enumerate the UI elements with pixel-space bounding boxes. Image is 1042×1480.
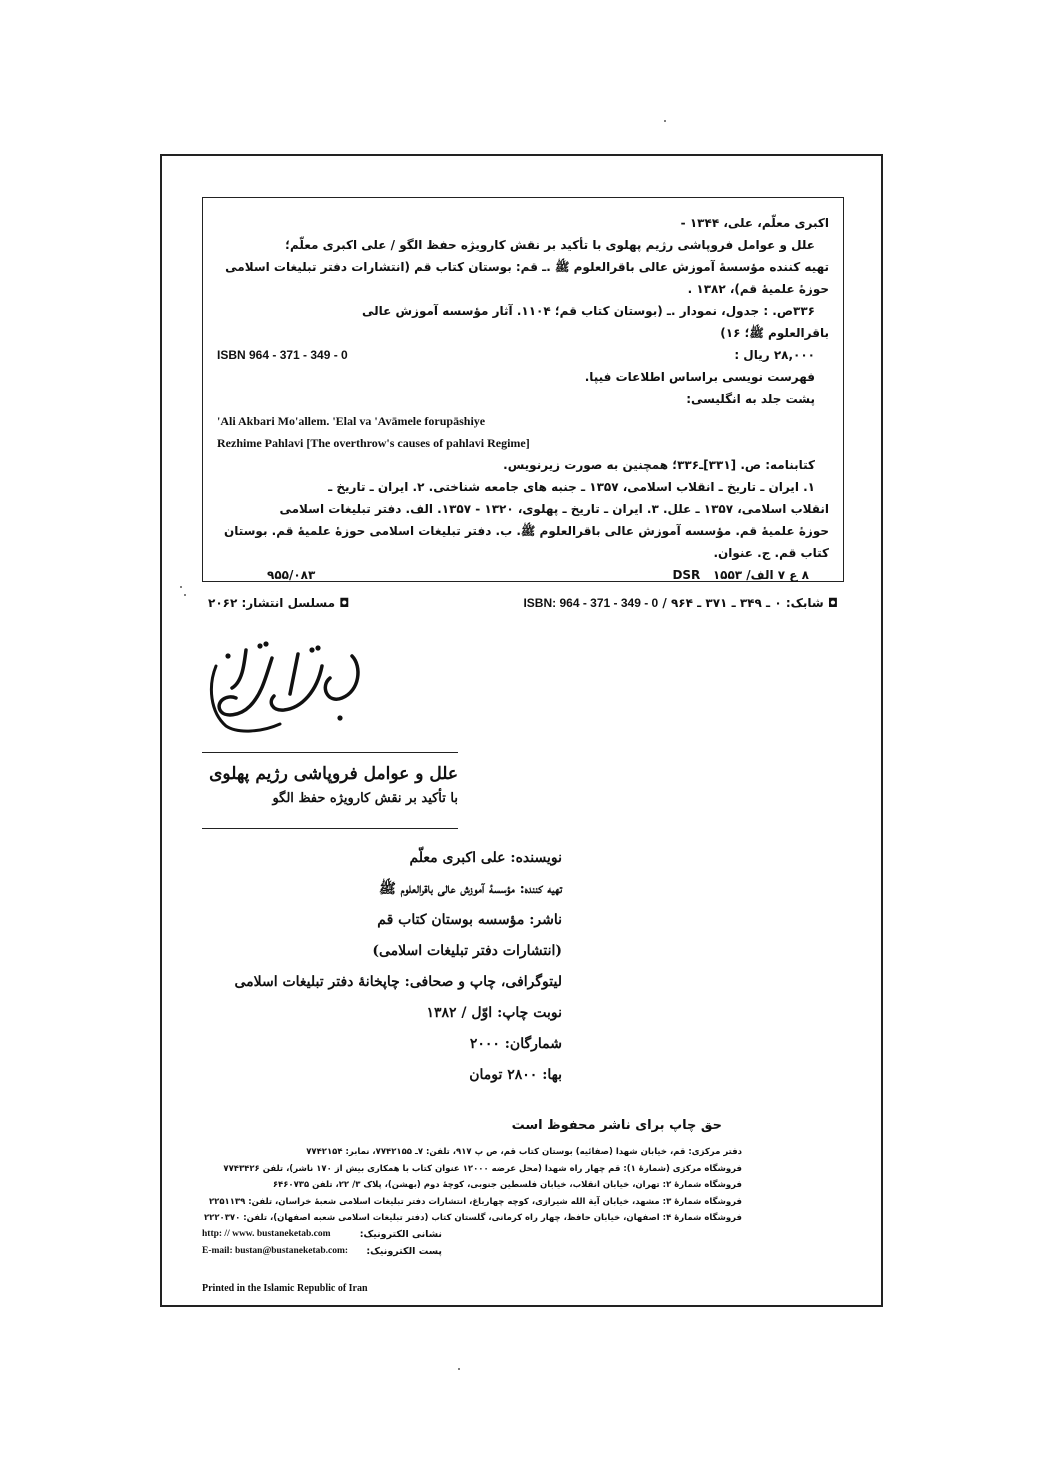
cip-publisher-line: تهیه کننده مؤسسهٔ آموزش عالی باقرالعلوم ﷺ .ـ قم: بوستان کتاب قم (انتشارات دفتر تبلیغات اسلامی: [225, 260, 829, 274]
cip-classification-line: [217, 564, 829, 586]
circulation-line: شمارگان: ۲۰۰۰: [469, 1036, 562, 1052]
cip-price-isbn-line: [217, 344, 829, 366]
cip-price: ۲۸,۰۰۰ ریال :: [734, 348, 815, 362]
cip-catalog-box: [202, 197, 844, 582]
cip-subject-line: ۱. ایران ـ تاریخ ـ انقلاب اسلامی، ۱۳۵۷ ـ جنبه های جامعه شناختی. ۲. ایران ـ تاریخ ـ: [328, 480, 815, 494]
store-address: فروشگاه مرکزی (شمارهٔ ۱): قم چهار راه شهدا (محل عرضه ۱۲۰۰۰ عنوان کتاب با همکاری بیش از ۱۷۰ ناشر)، تلفن ۷۷۴۳۴۲۶: [223, 1163, 742, 1174]
store-address: فروشگاه شمارهٔ ۳: مشهد، خیابان آیة الله شیرازی، کوچه چهارباغ، انتشارات دفتر تبلیغات اسلامی شعبهٔ خراسان، تلفن: ۲۲۵۱۱۳۹: [208, 1196, 742, 1207]
cip-physical-line: ۳۳۶ص. : جدول، نمودار .ـ (بوستان کتاب قم؛ ۱۱۰۴. آثار مؤسسه آموزش عالی: [361, 304, 815, 318]
store-addresses: [202, 1144, 742, 1227]
cip-title-line: علل و عوامل فروپاشی رژیم پهلوی با تأکید بر نقش کارویژه حفظ الگو / علی اکبری معلّم؛: [285, 238, 815, 252]
publisher-line: ناشر: مؤسسه بوستان کتاب قم: [377, 912, 562, 928]
cip-english-label: پشت جلد به انگلیسی:: [686, 392, 815, 406]
author-line: نویسنده: علی اکبری معلّم: [409, 850, 562, 866]
cip-dewey-number: ۹۵۵/۰۸۳: [267, 568, 316, 582]
shabak-label: شابک: ۰ ـ ۳۴۹ ـ ۳۷۱ ـ ۹۶۴ /: [662, 596, 824, 610]
email-row: [202, 1243, 442, 1260]
store-address: دفتر مرکزی: قم، خیابان شهدا (صفائیه) بوستان کتاب قم، ص پ ۹۱۷، تلفن: ۷ـ ۷۷۴۲۱۵۵، نمابر: ۷۷۴۲۱۵۴: [306, 1147, 742, 1157]
rights-notice: حق چاپ برای ناشر محفوظ است: [511, 1118, 722, 1133]
isbn-group: [523, 596, 838, 610]
price-line: بها: ۲۸۰۰ تومان: [469, 1067, 562, 1083]
website-label: نشانی الکترونیک:: [359, 1229, 442, 1240]
cip-series-line: باقرالعلوم ﷺ؛ ۱۶): [720, 326, 829, 340]
serial-group: [208, 596, 349, 610]
scan-speck: [458, 1368, 460, 1370]
cip-fipa-line: فهرست نویسی براساس اطلاعات فیپا.: [584, 370, 815, 384]
email-label: پست الکترونیک:: [366, 1246, 442, 1257]
store-address: فروشگاه شمارهٔ ۲: تهران، خیابان انقلاب، خیابان فلسطین جنوبی، کوچهٔ دوم (بهشن)، پلاک ۳/ ۲۲، تلفن ۶۴۶۰۷۳۵: [272, 1180, 742, 1191]
cip-class-group: [672, 564, 809, 586]
title-block: [202, 760, 458, 810]
cip-english-title-2: Rezhime Pahlavi [The overthrow's causes of pahlavi Regime]: [217, 436, 530, 450]
publication-info: [202, 844, 562, 1092]
circle-bullet-icon: ◘: [827, 596, 838, 610]
printing-line: لیتوگرافی، چاپ و صحافی: چاپخانهٔ دفتر تبلیغات اسلامی: [234, 974, 562, 990]
title-rule-top: [202, 752, 458, 753]
isbn-latin: ISBN: 964 - 371 - 349 - 0: [523, 596, 659, 610]
copyright-page-frame: [160, 154, 883, 1307]
email-address: E-mail: bustan@bustaneketab.com:: [202, 1246, 349, 1256]
title-rule-bottom: [202, 828, 458, 829]
serial-number: مسلسل انتشار: ۲۰۶۲: [208, 596, 336, 610]
circle-bullet-icon: ◘: [339, 596, 350, 610]
store-address: فروشگاه شمارهٔ ۴: اصفهان، خیابان حافظ، چهار راه کرمانی، گلستان کتاب (دفتر تبلیغات اسلامی شعبه اصفهان)، تلفن: ۲۲۲۰۳۷۰: [203, 1213, 742, 1224]
isbn-row: [208, 596, 838, 610]
cip-english-title-1: 'Ali Akbari Mo'allem. 'Elal va 'Avāmele forupāshiye: [217, 414, 486, 428]
bustan-ketab-logo: [202, 636, 372, 736]
preparer-line: تهیه کننده: مؤسسهٔ آموزش عالی باقرالعلوم ﷺ: [379, 881, 562, 897]
cip-class-prefix: DSR: [672, 568, 701, 582]
cip-publisher-line-2: حوزهٔ علمیهٔ قم)، ۱۳۸۲ .: [687, 282, 829, 296]
scan-speck: [664, 120, 666, 122]
cip-author-line: اکبری معلّم، علی، ۱۳۴۴ -: [680, 216, 829, 230]
edition-line: نوبت چاپ: اوّل / ۱۳۸۲: [426, 1005, 562, 1021]
cip-class-number: ۸ ع ۷ الف/ ۱۵۵۳: [712, 568, 809, 582]
cip-isbn: ISBN 964 - 371 - 349 - 0: [217, 348, 348, 362]
publisher-sub-line: (انتشارات دفتر تبلیغات اسلامی): [372, 943, 562, 959]
cip-subject-line: حوزهٔ علمیهٔ قم. مؤسسه آموزش عالی باقرالعلوم ﷺ. ب. دفتر تبلیغات اسلامی حوزهٔ علمیهٔ قم. بوستان: [223, 524, 829, 538]
printed-in-notice: Printed in the Islamic Republic of Iran: [202, 1283, 368, 1294]
book-title: علل و عوامل فروپاشی رژیم پهلوی: [209, 764, 458, 784]
cip-subject-line: کتاب قم. ج. عنوان.: [713, 546, 829, 560]
cip-bibliography-line: کتابنامه: ص. [۳۳۱]ـ۳۳۶؛ همچنین به صورت زیرنویس.: [503, 458, 815, 472]
website-row: [202, 1226, 442, 1243]
cip-subject-line: انقلاب اسلامی، ۱۳۵۷ ـ علل. ۳. ایران ـ تاریخ ـ پهلوی، ۱۳۲۰ - ۱۳۵۷. الف. دفتر تبلیغات اسلامی: [279, 502, 829, 516]
book-subtitle: با تأکید بر نقش کارویژه حفظ الگو: [272, 791, 458, 806]
website-url: http: // www. bustaneketab.com: [202, 1229, 331, 1239]
web-contact: [202, 1226, 442, 1260]
